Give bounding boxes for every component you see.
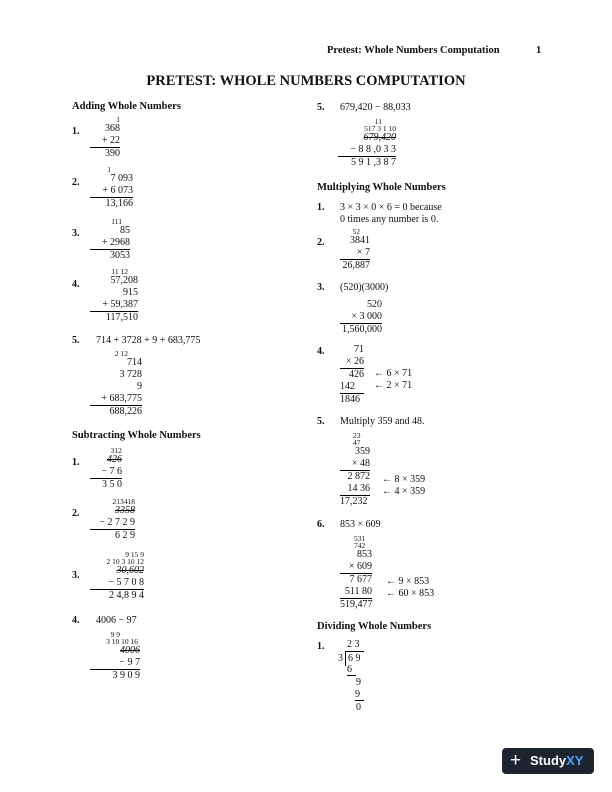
answer-text: 3 × 3 × 0 × 6 = 0 because bbox=[340, 202, 442, 213]
problem-number: 6. bbox=[317, 519, 325, 530]
borrow-digits: 9 15 9 bbox=[125, 550, 144, 559]
problem-number: 2. bbox=[72, 508, 80, 519]
subtraction-work bbox=[90, 551, 144, 602]
problem-statement: 714 + 3728 + 9 + 683,775 bbox=[96, 335, 201, 346]
minuend: 4006 bbox=[120, 645, 140, 656]
division-step: 9 bbox=[356, 677, 361, 688]
minuend: 679,420 bbox=[363, 132, 396, 143]
factor: 71 bbox=[354, 344, 364, 355]
partial-product: 7 677 bbox=[349, 574, 372, 585]
partial-note: ← 9 × 853 bbox=[386, 576, 430, 587]
subtraction-work bbox=[90, 447, 122, 491]
minuend: 426 bbox=[107, 454, 122, 465]
problem-number: 3. bbox=[72, 570, 80, 581]
partial-product: 142 bbox=[340, 381, 364, 394]
product-result: 1,560,000 bbox=[342, 324, 382, 335]
problem-number: 1. bbox=[72, 457, 80, 468]
multiplication-work bbox=[340, 228, 370, 272]
borrow-digits: 312 bbox=[110, 446, 122, 455]
borrow-digits: 3 10 10 16 bbox=[106, 637, 138, 646]
difference-result: 2 4,8 9 4 bbox=[109, 590, 144, 601]
partial-product: 2 872 bbox=[347, 471, 370, 482]
addend: + 59,387 bbox=[90, 299, 138, 312]
carry-digits: 111 bbox=[111, 217, 122, 226]
carry-digits: 2 12 bbox=[114, 349, 128, 358]
problem-number: 2. bbox=[72, 177, 80, 188]
subtraction-work bbox=[90, 631, 140, 682]
section-heading-adding: Adding Whole Numbers bbox=[72, 101, 181, 112]
factor: × 609 bbox=[340, 561, 372, 574]
difference-result: 6 2 9 bbox=[115, 530, 135, 541]
borrow-digits: 213418 bbox=[112, 497, 135, 506]
addition-work bbox=[90, 116, 120, 160]
carry-digits: 23 bbox=[353, 431, 361, 440]
subtrahend: − 5 7 0 8 bbox=[90, 577, 144, 590]
section-heading-dividing: Dividing Whole Numbers bbox=[317, 621, 432, 632]
factor: 359 bbox=[355, 446, 370, 457]
partial-note: ← 6 × 71 bbox=[374, 368, 413, 379]
sum-result: 688,226 bbox=[109, 406, 142, 417]
addend: 57,208 bbox=[110, 275, 138, 286]
subtrahend: − 7 6 bbox=[90, 466, 122, 479]
sum-result: 390 bbox=[105, 148, 120, 159]
carry-digits: 11 12 bbox=[111, 267, 128, 276]
problem-number: 4. bbox=[72, 279, 80, 290]
multiplication-work bbox=[340, 344, 364, 406]
product-result: 1846 bbox=[340, 394, 360, 405]
page-number: 1 bbox=[536, 45, 542, 56]
carry-digits: 531 bbox=[354, 534, 366, 543]
problem-number: 5. bbox=[317, 416, 325, 427]
multiplication-work bbox=[340, 432, 370, 508]
logo-text bbox=[530, 753, 583, 768]
sum-result: 117,510 bbox=[105, 312, 138, 323]
factor: × 3 000 bbox=[340, 311, 382, 324]
plus-icon: + bbox=[510, 750, 522, 771]
section-heading-multiplying: Multiplying Whole Numbers bbox=[317, 182, 446, 193]
minuend: 3358 bbox=[115, 505, 135, 516]
section-heading-subtracting: Subtracting Whole Numbers bbox=[72, 430, 201, 441]
product-result: 519,477 bbox=[340, 599, 373, 610]
subtrahend: − 8 8 ,0 3 3 bbox=[338, 144, 396, 157]
carry-digits: 47 bbox=[353, 438, 361, 447]
product-result: 17,232 bbox=[340, 496, 368, 507]
factor: × 26 bbox=[340, 356, 364, 369]
sum-result: 13,166 bbox=[105, 198, 133, 209]
factor: 853 bbox=[357, 549, 372, 560]
dividend: 6 9 bbox=[348, 653, 361, 664]
borrow-digits: 2 10 3 10 12 bbox=[106, 557, 144, 566]
borrow-digits: 11 bbox=[374, 117, 382, 126]
partial-product: 14 36 bbox=[340, 483, 370, 496]
addition-work bbox=[90, 218, 130, 262]
remainder: 0 bbox=[356, 702, 361, 713]
minuend: 30,602 bbox=[116, 565, 144, 576]
addend: 714 bbox=[127, 357, 142, 368]
carry-digits: 52 bbox=[352, 227, 360, 236]
problem-number: 1. bbox=[317, 641, 325, 652]
studyxy-logo bbox=[502, 748, 594, 774]
factor: 520 bbox=[367, 299, 382, 310]
problem-number: 1. bbox=[72, 126, 80, 137]
problem-statement: 4006 − 97 bbox=[96, 615, 137, 626]
addend: 915 bbox=[123, 287, 138, 298]
subtrahend: − 2 7 2 9 bbox=[90, 517, 135, 530]
answer-text: 0 times any number is 0. bbox=[340, 214, 439, 225]
difference-result: 3 5 0 bbox=[102, 479, 122, 490]
sum-result: 3053 bbox=[110, 250, 130, 261]
addend: 368 bbox=[105, 123, 120, 134]
factor: 3841 bbox=[350, 235, 370, 246]
problem-number: 4. bbox=[72, 615, 80, 626]
problem-number: 2. bbox=[317, 237, 325, 248]
borrow-digits: 9 9 bbox=[110, 630, 120, 639]
addend: 9 bbox=[137, 381, 142, 392]
subtrahend: − 9 7 bbox=[90, 657, 140, 670]
addition-work bbox=[90, 350, 142, 418]
partial-product: 426 bbox=[349, 369, 364, 380]
multiplication-work bbox=[340, 299, 382, 336]
partial-note: ← 2 × 71 bbox=[374, 380, 413, 391]
long-division-work bbox=[330, 639, 390, 719]
addend: + 22 bbox=[90, 135, 120, 148]
logo-text-main: Study bbox=[530, 753, 567, 768]
problem-statement: Multiply 359 and 48. bbox=[340, 416, 425, 427]
problem-statement: (520)(3000) bbox=[340, 282, 389, 293]
partial-note: ← 4 × 359 bbox=[382, 486, 426, 497]
addend: + 6 073 bbox=[90, 185, 133, 198]
running-title: Pretest: Whole Numbers Computation bbox=[327, 45, 500, 56]
carry-digits: 1 bbox=[107, 165, 111, 174]
multiplication-work bbox=[340, 535, 372, 611]
carry-digits: 1 bbox=[116, 115, 120, 124]
difference-result: 5 9 1 ,3 8 7 bbox=[351, 157, 396, 168]
partial-note: ← 60 × 853 bbox=[386, 588, 435, 599]
addend: 3 728 bbox=[119, 369, 142, 380]
addition-work bbox=[90, 268, 138, 324]
factor: × 48 bbox=[340, 458, 370, 471]
factor: × 7 bbox=[340, 247, 370, 260]
addend: 7 093 bbox=[110, 173, 133, 184]
subtraction-work bbox=[90, 498, 135, 542]
division-step: 6 bbox=[347, 664, 356, 676]
partial-product: 511 80 bbox=[340, 586, 372, 599]
subtraction-work bbox=[338, 118, 396, 169]
carry-digits: 742 bbox=[354, 541, 366, 550]
borrow-digits: 517 3 1 10 bbox=[364, 124, 396, 133]
addition-work bbox=[90, 166, 133, 210]
problem-statement: 853 × 609 bbox=[340, 519, 381, 530]
addend: 85 bbox=[120, 225, 130, 236]
problem-number: 4. bbox=[317, 346, 325, 357]
partial-note: ← 8 × 359 bbox=[382, 474, 426, 485]
product-result: 26,887 bbox=[342, 260, 370, 271]
quotient: 2 3 bbox=[347, 639, 360, 650]
problem-statement: 679,420 − 88,033 bbox=[340, 102, 411, 113]
logo-text-accent: XY bbox=[566, 753, 584, 768]
problem-number: 5. bbox=[317, 102, 325, 113]
problem-number: 3. bbox=[317, 282, 325, 293]
division-step: 9 bbox=[355, 689, 364, 701]
problem-number: 1. bbox=[317, 202, 325, 213]
page-title: PRETEST: WHOLE NUMBERS COMPUTATION bbox=[146, 73, 466, 89]
addend: + 2968 bbox=[90, 237, 130, 250]
problem-number: 5. bbox=[72, 335, 80, 346]
problem-number: 3. bbox=[72, 228, 80, 239]
divisor: 3 bbox=[338, 653, 343, 664]
difference-result: 3 9 0 9 bbox=[112, 670, 140, 681]
addend: + 683,775 bbox=[90, 393, 142, 406]
